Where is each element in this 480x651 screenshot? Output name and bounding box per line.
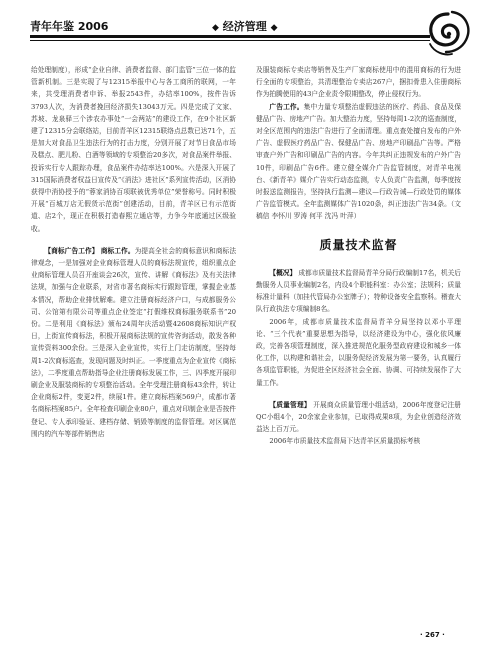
right-column	[256, 64, 461, 448]
page-number: · 267 ·	[420, 631, 445, 639]
paragraph-2006: 2006年，成都市质量技术监督局青羊分局坚持以邓小平理论、“三个代表”重要思想为指导，以经济建设为中心，强化依风廉政，完善各项管理制度，深入推进规范化服务型政府建设和城乡一体化工作，以构建和谐社会，以服务促经济发展为第一要务，认真履行各项监管职能，为促进全区经济社会全面、协调、可持续发展作了大量工作。	[256, 317, 461, 387]
section-heading-quality: 质量技术监督	[319, 237, 398, 252]
header-rule-thick	[30, 35, 430, 38]
paragraph-advertising-body: 集中力量专项整治虚假违法的医疗、药品、食品及保健品广告、房地产广告。加大整治力度，坚持每周1-2次的巡查制度，对全区范围内的违法广告进行了全面清理。重点查处擅自发布的户外广告、虚假医疗药品广告、保健品广告、房地产印刷品广告等。严格审查户外广告和印刷品广告的内容。今年共纠正违规发布的户外广告10件，印刷品广告6件。建立健全媒介广告监管制度，对青羊电视台、《新青羊》媒介广告实行动态监测，专人负责广告监测，每季度按时报送监测报告，坚持执行监测—建议—行政告诫—行政处罚的媒体广告监管模式。全年监测媒体广告1020条，纠正违法广告34条。（文稿信 李怀川 罗涛 何平 沈冯 叶萍）	[256, 102, 462, 221]
left-column	[31, 64, 236, 440]
section-tag-quality-mgmt: 【质量管理】	[269, 400, 311, 409]
paragraph-overview	[256, 267, 461, 316]
lead-advertising: 广告工作。	[269, 102, 304, 111]
section-title: 经济管理	[222, 20, 267, 33]
paragraph-continuation-right: 及服装商标专卖店等销售及生产厂家商标使用中的混用商标的行为进行全面的专项整治，共清理整治专卖店267户，捆扣骨患入住册商标作为拍腾使用的43户企业责令限期整改，停止侵权行为。	[256, 66, 461, 99]
paragraph-trademark-ad	[31, 245, 236, 440]
paragraph-trademark-body: 为提高全社会的商标意识和商标法律观念，一是加强对企业商标管理人员的商标法规宣传，组织重点企业商标管理人员召开座谈会26次，宣传、讲解《商标法》及有关法律法规，加强与企业联系，对省市著名商标实行跟踪管理，掌握企业基本情况，帮助企业排忧解难。建立注册商标经济户口，与成都服务公司、公馆第有限公司等重点企业签定“打假维权商标服务联系书”20份。二是利用《商标法》颁布24周年庆活动暨42608商标知识产权日，上街宣传商标法，积极开展商标法规的宣传咨询活动，散发各种宣传资料300余份。三是深入企业宣传，实行上门走访制度，坚持每周1-2次商标巡查，发现问题及时纠正。一季度重点为企业宣传《商标法》，二季度重点帮助指导企业注册商标发展工作，三、四季度开展印刷企业及服装商标的专项整治活动。全年受理注册商标43余件，转让企业商标2件，变更2件，续展1件。建立商标档案569户，成都市著名商标档案85户。全年检查印刷企业80户，重点对印制企业是否按件登记、专人承印验证、建档存储、销毁等制度的监督管理。对区属范围内的汽车等部件销售店	[31, 246, 237, 438]
paragraph-overview-body: 成都市质量技术监督局青羊分局行政编制17名，机关后勤服务人员事业编制2名，内设4个职能科室：办公室；法规科；质量标准计量科（加挂代管局办公室牌子）；特种设备安全监察科。稽查大队行政执法专项编制8名。	[256, 268, 461, 314]
page-header	[0, 0, 480, 62]
paragraph-quality-mgmt-body: 开展商众质量管理小组活动，2006年度登记注册QC小组4个，20余家企业参加，已取得成果8项，为企业创造经济效益达上百万元。	[256, 400, 461, 434]
diamond-icon: ◆	[270, 23, 278, 33]
paragraph-quality-mgmt	[256, 399, 461, 436]
section-tag-overview: 【概况】	[269, 268, 297, 277]
section-tag-trademark-ad: 【商标广告工作】	[44, 246, 99, 255]
lead-trademark: 商标工作。	[100, 246, 135, 255]
section-heading	[212, 18, 278, 34]
paragraph-continuation: 给处理制度），形成“企业自律、消费者监督、部门监管”三位一体的监管新机制。三是实现了与12315举报中心与各工商所的联网，一年来，共受理消费者申诉、举报2543件，办结率100%，按件告诉3793人次，为消费者挽回经济损失13043万元。四是完成了文家、苏坡、龙泉驿三个涉农办事处“一会两站”的建设工作，在9个社区新建了12315分会联络站，目前青羊区12315联络点总数已达71个，五是加大对食品卫生违法行为的打击力度，分别开展了对节日食品市场及糕点、肥儿粉、白酒等领域的专项整治20多次，对食品案件举报、投诉实行专人跟踪办理，食品案件办结率达100%。六是深入开展了315国际消费者权益日宣传及“《消法》进社区”系列宣传活动，区消协获得中消协授予的“蓉家消协百项联被优秀单位”荣誉称号。同时积极开展“百城万店无假货示范街”创建活动，目前，青羊区已有示范街道、店2个，现正在积极打造春熙立通店等，力争今年底通过区级验收。	[31, 66, 236, 233]
diamond-icon: ◆	[212, 23, 219, 33]
swirl-logo-icon	[422, 8, 474, 58]
paragraph-advertising	[256, 101, 461, 223]
yearbook-title: 青年年鉴 2006	[30, 20, 109, 33]
paragraph-trailing: 2006年市质量技术监督局下达青羊区质量损标考核	[269, 437, 421, 446]
header-rule-thin	[30, 40, 430, 41]
